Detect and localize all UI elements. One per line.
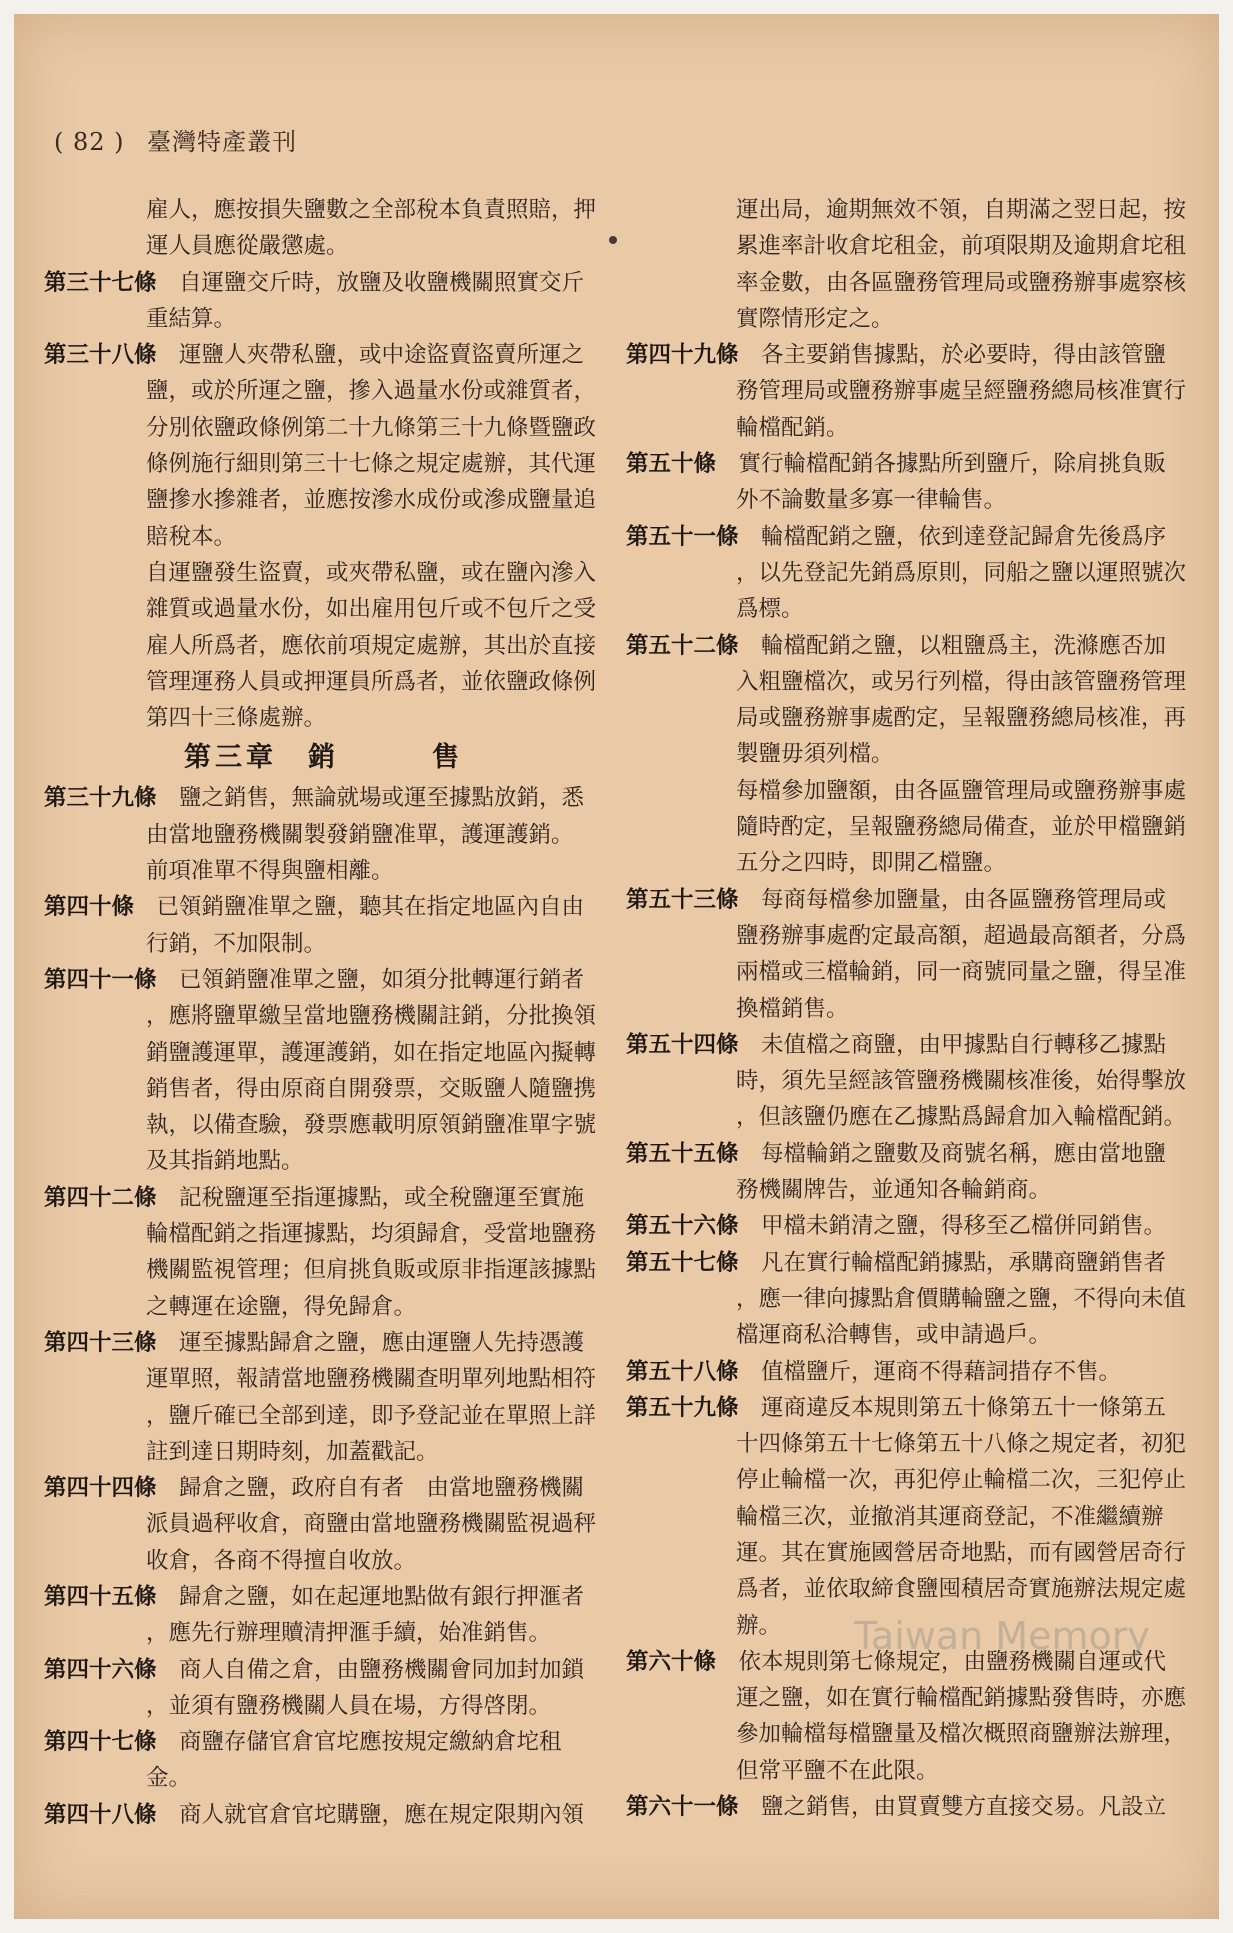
line-text: 十四條第五十七條第五十八條之規定者，初犯 bbox=[736, 1431, 1187, 1458]
line-text: 停止輪檔一次，再犯停止輪檔二次，三犯停止 bbox=[736, 1467, 1187, 1494]
text-line bbox=[626, 1245, 1196, 1281]
text-line bbox=[626, 373, 1196, 409]
text-line bbox=[44, 780, 599, 816]
text-line bbox=[626, 628, 1196, 664]
text-line bbox=[44, 1325, 599, 1361]
text-line bbox=[626, 1354, 1196, 1390]
text-line bbox=[44, 1252, 599, 1288]
article-number: 第五十三條 bbox=[626, 886, 762, 913]
text-line bbox=[626, 1172, 1196, 1208]
text-line bbox=[626, 809, 1196, 845]
text-line bbox=[44, 1506, 599, 1542]
line-text: 輪檔配銷之指運據點，均須歸倉，受當地鹽務 bbox=[146, 1221, 597, 1248]
line-text: 銷售者，得由原商自開發票，交販鹽人隨鹽携 bbox=[146, 1075, 597, 1102]
line-text: 銷鹽護運單，護運護銷，如在指定地區內擬轉 bbox=[146, 1039, 597, 1066]
line-text: ，鹽斤確已全部到達，即予登記並在單照上詳 bbox=[146, 1402, 597, 1429]
text-line bbox=[626, 1426, 1196, 1462]
text-line bbox=[626, 591, 1196, 627]
line-text: 運鹽人夾帶私鹽，或中途盜賣盜賣所運之 bbox=[179, 342, 585, 369]
text-line bbox=[626, 192, 1196, 228]
article-number: 第五十五條 bbox=[626, 1140, 762, 1167]
text-line bbox=[626, 1789, 1196, 1825]
text-line bbox=[44, 265, 599, 301]
line-text: 註到達日期時刻，加蓋戳記。 bbox=[146, 1438, 439, 1465]
line-text: 執，以備查驗，發票應載明原領銷鹽准單字號 bbox=[146, 1112, 597, 1139]
text-line bbox=[44, 192, 599, 228]
article-number: 第三十七條 bbox=[44, 269, 180, 296]
line-text: 輪檔三次，並撤消其運商登記，不准繼續辦 bbox=[736, 1503, 1164, 1530]
article-number: 第四十二條 bbox=[44, 1184, 180, 1211]
text-line bbox=[44, 1216, 599, 1252]
text-line bbox=[626, 700, 1196, 736]
text-line bbox=[626, 882, 1196, 918]
text-line bbox=[44, 817, 599, 853]
text-line bbox=[626, 519, 1196, 555]
line-text: 換檔銷售。 bbox=[736, 995, 849, 1022]
line-text: 務機關牌告，並通知各輪銷商。 bbox=[736, 1177, 1052, 1204]
text-line bbox=[44, 1688, 599, 1724]
line-text: ，應將鹽單繳呈當地鹽務機關註銷，分批換領 bbox=[146, 1003, 597, 1030]
text-line bbox=[626, 301, 1196, 337]
line-text: 運人員應從嚴懲處。 bbox=[146, 233, 349, 260]
text-line bbox=[44, 373, 599, 409]
text-line bbox=[44, 889, 599, 925]
watermark-english: Taiwan Memory bbox=[854, 1614, 1150, 1658]
text-line bbox=[626, 1208, 1196, 1244]
text-line bbox=[626, 1499, 1196, 1535]
line-text: 管理運務人員或押運員所爲者，並依鹽政條例 bbox=[146, 668, 597, 695]
text-line bbox=[44, 228, 599, 264]
line-text: 分別依鹽政條例第二十九條第三十九條暨鹽政 bbox=[146, 414, 597, 441]
text-line bbox=[626, 773, 1196, 809]
line-text: 實行輪檔配銷各據點所到鹽斤，除肩挑負販 bbox=[738, 451, 1167, 478]
line-text: 檔運商私洽轉售，或申請過戶。 bbox=[736, 1322, 1052, 1349]
text-line bbox=[44, 591, 599, 627]
line-text: 機關監視管理；但肩挑負販或原非指運該據點 bbox=[146, 1257, 597, 1284]
text-line bbox=[44, 1470, 599, 1506]
text-line bbox=[44, 1760, 599, 1796]
text-line bbox=[44, 962, 599, 998]
line-text: 製鹽毋須列檔。 bbox=[736, 741, 894, 768]
text-line bbox=[626, 410, 1196, 446]
text-line bbox=[44, 664, 599, 700]
line-text: 每商每檔參加鹽量，由各區鹽務管理局或 bbox=[761, 886, 1167, 913]
text-line bbox=[44, 1107, 599, 1143]
journal-title: 臺灣特產叢刊 bbox=[147, 128, 298, 156]
page-header bbox=[54, 122, 297, 157]
line-text: 輪檔配銷之鹽，依到達登記歸倉先後爲序 bbox=[761, 523, 1167, 550]
line-text: 鹽務辦事處酌定最高額，超過最高額者，分爲 bbox=[736, 922, 1187, 949]
article-number: 第五十九條 bbox=[626, 1394, 762, 1421]
article-number: 第四十三條 bbox=[44, 1329, 180, 1356]
line-text: ，但該鹽仍應在乙據點爲歸倉加入輪檔配銷。 bbox=[736, 1104, 1187, 1131]
text-line bbox=[626, 1680, 1196, 1716]
text-line bbox=[626, 482, 1196, 518]
line-text: 甲檔未銷清之鹽，得移至乙檔併同銷售。 bbox=[761, 1213, 1167, 1240]
line-text: 爲標。 bbox=[736, 596, 804, 623]
text-line bbox=[626, 1317, 1196, 1353]
line-text: 入粗鹽檔次，或另行列檔，得由該管鹽務管理 bbox=[736, 668, 1187, 695]
line-text: 賠稅本。 bbox=[146, 523, 237, 550]
line-text: 時，須先呈經該管鹽務機關核准後，始得擊放 bbox=[736, 1068, 1187, 1095]
line-text: 自運鹽發生盜賣，或夾帶私鹽，或在鹽內滲入 bbox=[146, 559, 597, 586]
line-text: 局或鹽務辦事處酌定，呈報鹽務總局核准，再 bbox=[736, 705, 1187, 732]
line-text: 收倉，各商不得擅自收放。 bbox=[146, 1547, 417, 1574]
line-text: 第四十三條處辦。 bbox=[146, 705, 327, 732]
line-text: 運出局，逾期無效不領，自期滿之翌日起，按 bbox=[736, 197, 1187, 223]
line-text: 商鹽存儲官倉官坨應按規定繳納倉坨租 bbox=[179, 1729, 562, 1756]
line-text: 商人自備之倉，由鹽務機關會同加封加鎖 bbox=[179, 1656, 585, 1683]
article-number: 第四十九條 bbox=[626, 342, 762, 369]
line-text: 之轉運在途鹽，得免歸倉。 bbox=[146, 1293, 417, 1320]
line-text: 值檔鹽斤，運商不得藉詞措存不售。 bbox=[761, 1358, 1122, 1385]
line-text: 及其指銷地點。 bbox=[146, 1148, 304, 1175]
left-column bbox=[44, 192, 599, 1833]
text-line bbox=[44, 853, 599, 889]
line-text: 輪檔配銷。 bbox=[736, 414, 849, 441]
article-number: 第四十條 bbox=[44, 894, 157, 921]
text-line bbox=[44, 555, 599, 591]
chapter-heading: 第三章 銷 售 bbox=[184, 742, 463, 774]
line-text: 隨時酌定，呈報鹽務總局備查，並於甲檔鹽銷 bbox=[736, 814, 1187, 841]
line-text: 累進率計收倉坨租金，前項限期及逾期倉坨租 bbox=[736, 233, 1187, 260]
text-line bbox=[44, 1398, 599, 1434]
text-line bbox=[44, 700, 599, 736]
line-text: 運單照，報請當地鹽務機關查明單列地點相符 bbox=[146, 1366, 597, 1393]
text-line bbox=[44, 1071, 599, 1107]
text-line bbox=[626, 1535, 1196, 1571]
article-number: 第五十四條 bbox=[626, 1031, 762, 1058]
line-text: 外不論數量多寡一律輪售。 bbox=[736, 487, 1007, 514]
line-text: 商人就官倉官坨購鹽，應在規定限期內領 bbox=[179, 1801, 585, 1828]
text-line bbox=[626, 1462, 1196, 1498]
line-text: 各主要銷售據點，於必要時，得由該管鹽 bbox=[761, 342, 1167, 369]
line-text: 條例施行細則第三十七條之規定處辦，其代運 bbox=[146, 451, 597, 478]
text-line bbox=[44, 998, 599, 1034]
line-text: 參加輪檔每檔鹽量及檔次概照商鹽辦法辦理， bbox=[736, 1721, 1187, 1748]
text-line bbox=[44, 1289, 599, 1325]
line-text: 派員過秤收倉，商鹽由當地鹽務機關監視過秤 bbox=[146, 1511, 597, 1538]
ink-dot bbox=[609, 236, 617, 244]
text-line bbox=[44, 1615, 599, 1651]
line-text: ，以先登記先銷爲原則，同船之鹽以運照號次 bbox=[736, 559, 1187, 586]
article-number: 第五十條 bbox=[626, 451, 739, 478]
line-text: 運。其在實施國營居奇地點，而有國營居奇行 bbox=[736, 1539, 1187, 1566]
article-number: 第六十條 bbox=[626, 1648, 739, 1675]
text-line bbox=[626, 446, 1196, 482]
line-text: ，並須有鹽務機關人員在場，方得啓閉。 bbox=[146, 1692, 552, 1719]
line-text: 凡在實行輪檔配銷據點，承購商鹽銷售者 bbox=[761, 1249, 1167, 1276]
right-column bbox=[626, 192, 1196, 1825]
line-text: 行銷，不加限制。 bbox=[146, 930, 327, 957]
line-text: 實際情形定之。 bbox=[736, 305, 894, 332]
line-text: 率金數，由各區鹽務管理局或鹽務辦事處察核 bbox=[736, 269, 1187, 296]
line-text: ，應先行辦理贖清押滙手續，始准銷售。 bbox=[146, 1620, 552, 1647]
page-number: ( 82 ) bbox=[54, 128, 125, 156]
text-line bbox=[626, 1281, 1196, 1317]
text-line bbox=[626, 1571, 1196, 1607]
line-text: 但常平鹽不在此限。 bbox=[736, 1757, 939, 1784]
text-line bbox=[44, 926, 599, 962]
text-line bbox=[44, 337, 599, 373]
line-text: 歸倉之鹽，如在起運地點做有銀行押滙者 bbox=[179, 1583, 585, 1610]
article-number: 第三十八條 bbox=[44, 342, 180, 369]
line-text: 輪檔配銷之鹽，以粗鹽爲主，洗滌應否加 bbox=[761, 632, 1167, 659]
article-number: 第四十六條 bbox=[44, 1656, 180, 1683]
line-text: 歸倉之鹽，政府自有者 由當地鹽務機關 bbox=[179, 1475, 585, 1502]
line-text: 重結算。 bbox=[146, 305, 237, 332]
text-line bbox=[44, 519, 599, 555]
line-text: 辦。 bbox=[736, 1612, 782, 1639]
line-text: 雇人所爲者，應依前項規定處辦，其出於直接 bbox=[146, 632, 597, 659]
line-text: 每檔輪銷之鹽數及商號名稱，應由當地鹽 bbox=[761, 1140, 1167, 1167]
line-text: 鹽，或於所運之鹽，摻入過量水份或雜質者， bbox=[146, 378, 597, 405]
line-text: 鹽之銷售，由買賣雙方直接交易。凡設立 bbox=[761, 1794, 1167, 1821]
text-line bbox=[44, 1543, 599, 1579]
text-line bbox=[626, 736, 1196, 772]
text-line bbox=[44, 1579, 599, 1615]
line-text: 兩檔或三檔輪銷，同一商號同量之鹽，得呈准 bbox=[736, 959, 1187, 986]
page-sheet bbox=[14, 14, 1219, 1919]
text-line bbox=[44, 1035, 599, 1071]
text-line bbox=[626, 1753, 1196, 1789]
text-line bbox=[626, 555, 1196, 591]
text-line bbox=[626, 1099, 1196, 1135]
article-number: 第五十八條 bbox=[626, 1358, 762, 1385]
text-line bbox=[626, 1063, 1196, 1099]
article-number: 第五十六條 bbox=[626, 1213, 762, 1240]
line-text: 鹽摻水摻雜者，並應按滲水成份或滲成鹽量追 bbox=[146, 487, 597, 514]
line-text: 已領銷鹽准單之鹽，聽其在指定地區內自由 bbox=[156, 894, 585, 921]
text-line bbox=[626, 664, 1196, 700]
text-line bbox=[44, 1143, 599, 1179]
article-number: 第五十一條 bbox=[626, 523, 762, 550]
article-number: 第三十九條 bbox=[44, 785, 180, 812]
article-number: 第四十八條 bbox=[44, 1801, 180, 1828]
text-line bbox=[44, 628, 599, 664]
line-text: 鹽之銷售，無論就場或運至據點放銷，悉 bbox=[179, 785, 585, 812]
article-number: 第四十七條 bbox=[44, 1729, 180, 1756]
article-number: 第四十四條 bbox=[44, 1475, 180, 1502]
line-text: 由當地鹽務機關製發銷鹽准單，護運護銷。 bbox=[146, 821, 574, 848]
line-text: 依本規則第七條規定，由鹽務機關自運或代 bbox=[738, 1648, 1167, 1675]
line-text: 未值檔之商鹽，由甲據點自行轉移乙據點 bbox=[761, 1031, 1167, 1058]
line-text: ，應一律向據點倉價購輪鹽之鹽，不得向未值 bbox=[736, 1285, 1187, 1312]
text-line bbox=[44, 301, 599, 337]
text-line bbox=[44, 1361, 599, 1397]
line-text: 運至據點歸倉之鹽，應由運鹽人先持憑護 bbox=[179, 1329, 585, 1356]
text-line bbox=[626, 228, 1196, 264]
text-line bbox=[44, 446, 599, 482]
text-line bbox=[626, 1390, 1196, 1426]
text-line bbox=[626, 918, 1196, 954]
line-text: 自運鹽交斤時，放鹽及收鹽機關照實交斤 bbox=[179, 269, 585, 296]
line-text: 每檔參加鹽額，由各區鹽管理局或鹽務辦事處 bbox=[736, 777, 1187, 804]
text-line bbox=[626, 1136, 1196, 1172]
line-text: 雇人，應按損失鹽數之全部稅本負責照賠，押 bbox=[146, 197, 597, 223]
text-line bbox=[626, 265, 1196, 301]
text-line bbox=[44, 1797, 599, 1833]
text-line bbox=[626, 954, 1196, 990]
article-number: 第六十一條 bbox=[626, 1794, 762, 1821]
text-line bbox=[626, 991, 1196, 1027]
line-text: 金。 bbox=[146, 1765, 192, 1792]
line-text: 務管理局或鹽務辦事處呈經鹽務總局核准實行 bbox=[736, 378, 1187, 405]
article-number: 第四十五條 bbox=[44, 1583, 180, 1610]
article-number: 第四十一條 bbox=[44, 966, 180, 993]
text-line bbox=[44, 1180, 599, 1216]
line-text: 爲者，並依取締食鹽囤積居奇實施辦法規定處 bbox=[736, 1576, 1187, 1603]
line-text: 五分之四時，即開乙檔鹽。 bbox=[736, 850, 1007, 877]
article-number: 第五十二條 bbox=[626, 632, 762, 659]
line-text: 運之鹽，如在實行輪檔配銷據點發售時，亦應 bbox=[736, 1685, 1187, 1712]
text-line bbox=[44, 1652, 599, 1688]
text-line bbox=[626, 337, 1196, 373]
line-text: 雜質或過量水份，如出雇用包斤或不包斤之受 bbox=[146, 596, 597, 623]
line-text: 前項准單不得與鹽相離。 bbox=[146, 858, 394, 885]
line-text: 記稅鹽運至指運據點，或全稅鹽運至實施 bbox=[179, 1184, 585, 1211]
line-text: 運商違反本規則第五十條第五十一條第五 bbox=[761, 1394, 1167, 1421]
text-line bbox=[44, 1434, 599, 1470]
text-line bbox=[44, 410, 599, 446]
text-line bbox=[44, 482, 599, 518]
text-line bbox=[626, 1716, 1196, 1752]
article-number: 第五十七條 bbox=[626, 1249, 762, 1276]
text-line bbox=[44, 1724, 599, 1760]
text-line bbox=[626, 1027, 1196, 1063]
text-line bbox=[626, 845, 1196, 881]
line-text: 已領銷鹽准單之鹽，如須分批轉運行銷者 bbox=[179, 966, 585, 993]
